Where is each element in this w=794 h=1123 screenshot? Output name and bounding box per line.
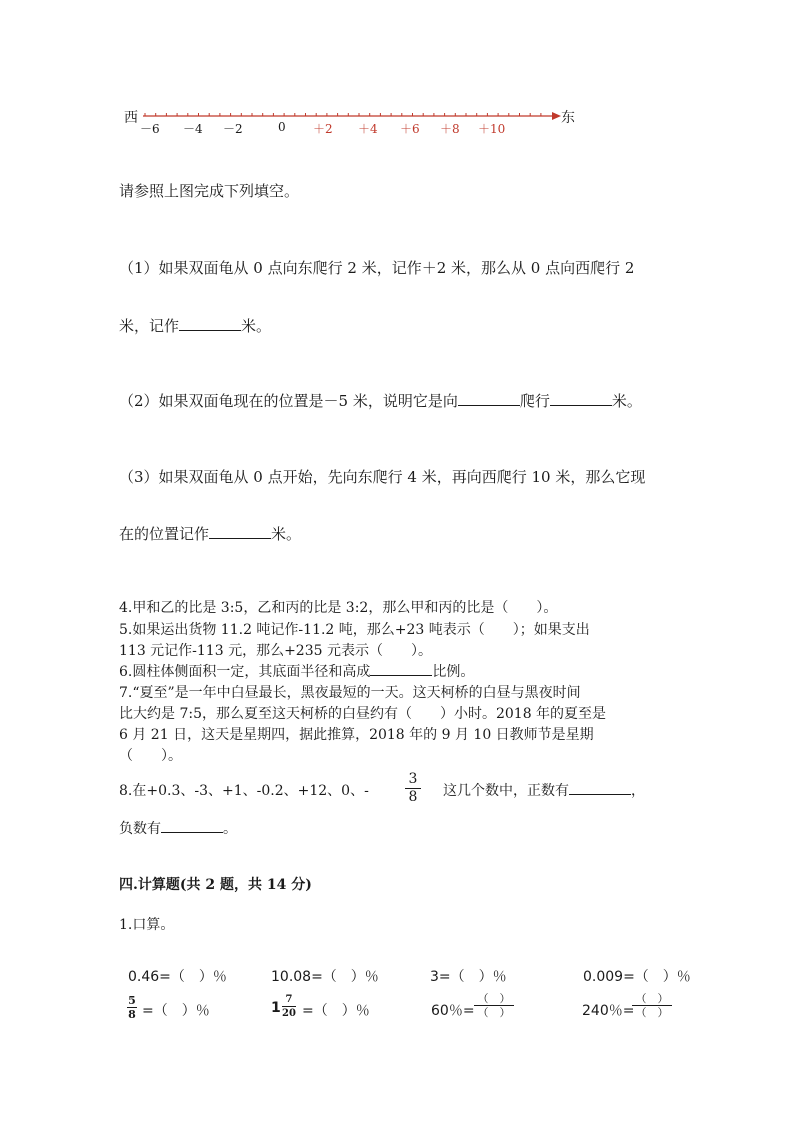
calc-item-3: 3=（ ）％ bbox=[430, 969, 507, 985]
item6-line bbox=[119, 661, 474, 681]
q1-text-b: 米。 bbox=[241, 317, 272, 335]
number-line-arrow-icon bbox=[552, 112, 561, 120]
q3-text-b: 米。 bbox=[271, 525, 302, 543]
item8-fraction bbox=[405, 772, 421, 805]
item4-text: 4.甲和乙的比是 3:5，乙和丙的比是 3:2，那么甲和丙的比是（ ）。 bbox=[119, 600, 558, 616]
q3-line1: （3）如果双面龟从 0 点开始，先向东爬行 4 米，再向西爬行 10 米，那么它现 bbox=[119, 468, 646, 486]
q1-line2 bbox=[119, 315, 271, 336]
q2-text-a: （2）如果双面龟现在的位置是－5 米，说明它是向 bbox=[119, 392, 458, 410]
q2-text-b: 爬行 bbox=[519, 392, 550, 410]
fraction-denominator: 8 bbox=[128, 1008, 136, 1021]
q2-line bbox=[119, 390, 642, 411]
item8-line2-text-a: 负数有 bbox=[119, 821, 161, 837]
fraction-numerator: 5 bbox=[128, 994, 136, 1007]
number-line bbox=[0, 0, 794, 150]
number-line-tick-label: ＋4 bbox=[358, 122, 378, 136]
fraction-numerator: 7 bbox=[285, 994, 293, 1005]
fraction-bar bbox=[282, 1006, 296, 1007]
item6-text-a: 6.圆柱体侧面积一定，其底面半径和高成 bbox=[119, 664, 371, 680]
item7-line1: 7.“夏至”是一年中白昼最长，黑夜最短的一天。这天柯桥的白昼与黑夜时间 bbox=[119, 685, 581, 701]
item8-text-a: 8.在+0.3、-3、+1、-0.2、+12、0、- bbox=[119, 783, 369, 799]
number-line-tick-label: 0 bbox=[278, 120, 286, 134]
east-label: 东 bbox=[561, 110, 575, 126]
calc-item-60-percent: 60％= bbox=[431, 1003, 475, 1019]
q1-answer-blank[interactable] bbox=[179, 329, 241, 331]
instruction-text: 请参照上图完成下列填空。 bbox=[119, 182, 300, 200]
mixed-number-whole: 1 bbox=[271, 1000, 281, 1016]
item8-fraction-numerator: 3 bbox=[408, 771, 418, 787]
fraction-numerator-blank[interactable]: （ ） bbox=[477, 992, 511, 1005]
calc-item-240-percent: 240％= bbox=[582, 1003, 635, 1019]
item7-line2: 比大约是 7:5，那么夏至这天柯桥的白昼约有（ ）小时。2018 年的夏至是 bbox=[119, 706, 607, 722]
number-line-tick-label: ＋6 bbox=[400, 122, 420, 136]
q2-text-c: 米。 bbox=[611, 392, 642, 410]
item6-answer-blank[interactable] bbox=[370, 674, 432, 676]
fraction-numerator-blank[interactable]: （ ） bbox=[635, 992, 669, 1005]
number-line-tick-label: ＋10 bbox=[478, 122, 506, 136]
number-line-tick-label: ＋2 bbox=[313, 122, 333, 136]
item6-text-b: 比例。 bbox=[432, 664, 475, 680]
calc-item-0-009: 0.009=（ ）％ bbox=[583, 969, 691, 985]
item8-positive-blank[interactable] bbox=[569, 793, 631, 795]
q1-text-a: 米，记作 bbox=[119, 317, 180, 335]
number-line-tick-label: －4 bbox=[183, 122, 203, 136]
calc-fraction-7-20 bbox=[282, 994, 296, 1019]
calc-item-0-46: 0.46=（ ）％ bbox=[128, 969, 227, 985]
fraction-denominator-blank[interactable]: （ ） bbox=[477, 1006, 511, 1019]
item5-line2: 113 元记作-113 元，那么+235 元表示（ ）。 bbox=[119, 643, 432, 659]
calc-item-10-08: 10.08=（ ）％ bbox=[271, 969, 379, 985]
q2-distance-blank[interactable] bbox=[550, 404, 612, 406]
calc-item-1-7-20-rest: =（ ）％ bbox=[302, 1003, 370, 1019]
q1-line1: （1）如果双面龟从 0 点向东爬行 2 米，记作＋2 米，那么从 0 点向西爬行 2 bbox=[119, 259, 635, 277]
calc-fraction-blank-60 bbox=[474, 993, 514, 1018]
calc-fraction-5-8 bbox=[127, 995, 137, 1020]
item8-negative-blank[interactable] bbox=[161, 831, 223, 833]
fraction-denominator: 20 bbox=[282, 1008, 296, 1019]
calc-fraction-blank-240 bbox=[632, 993, 672, 1018]
item8-line2 bbox=[119, 818, 237, 838]
west-label: 西 bbox=[124, 110, 138, 126]
item5-line1: 5.如果运出货物 11.2 吨记作-11.2 吨，那么+23 吨表示（ ）；如果支出 bbox=[119, 622, 590, 638]
q2-direction-blank[interactable] bbox=[458, 404, 520, 406]
calc-q1-title: 1.口算。 bbox=[119, 917, 175, 933]
calc-item-5-8-rest: =（ ）％ bbox=[142, 1003, 210, 1019]
number-line-tick-label: －6 bbox=[140, 122, 160, 136]
item8-text-b: 这几个数中，正数有 bbox=[443, 783, 569, 799]
q3-text-a: 在的位置记作 bbox=[119, 525, 210, 543]
number-line-tick-label: －2 bbox=[223, 122, 243, 136]
item7-line3: 6 月 21 日，这天是星期四，据此推算，2018 年的 9 月 10 日教师节是星期 bbox=[119, 727, 594, 743]
section4-title: 四.计算题(共 2 题，共 14 分) bbox=[119, 877, 312, 893]
item8-line2-text-b: 。 bbox=[223, 821, 237, 837]
item8-text-c: ， bbox=[631, 783, 645, 799]
item8-line1-rest bbox=[443, 780, 645, 800]
q3-line2 bbox=[119, 523, 301, 544]
q3-answer-blank[interactable] bbox=[209, 537, 271, 539]
number-line-tick-label: ＋8 bbox=[440, 122, 460, 136]
item8-fraction-denominator: 8 bbox=[408, 789, 418, 805]
fraction-denominator-blank[interactable]: （ ） bbox=[635, 1006, 669, 1019]
item7-line4: （ ）。 bbox=[119, 748, 182, 764]
